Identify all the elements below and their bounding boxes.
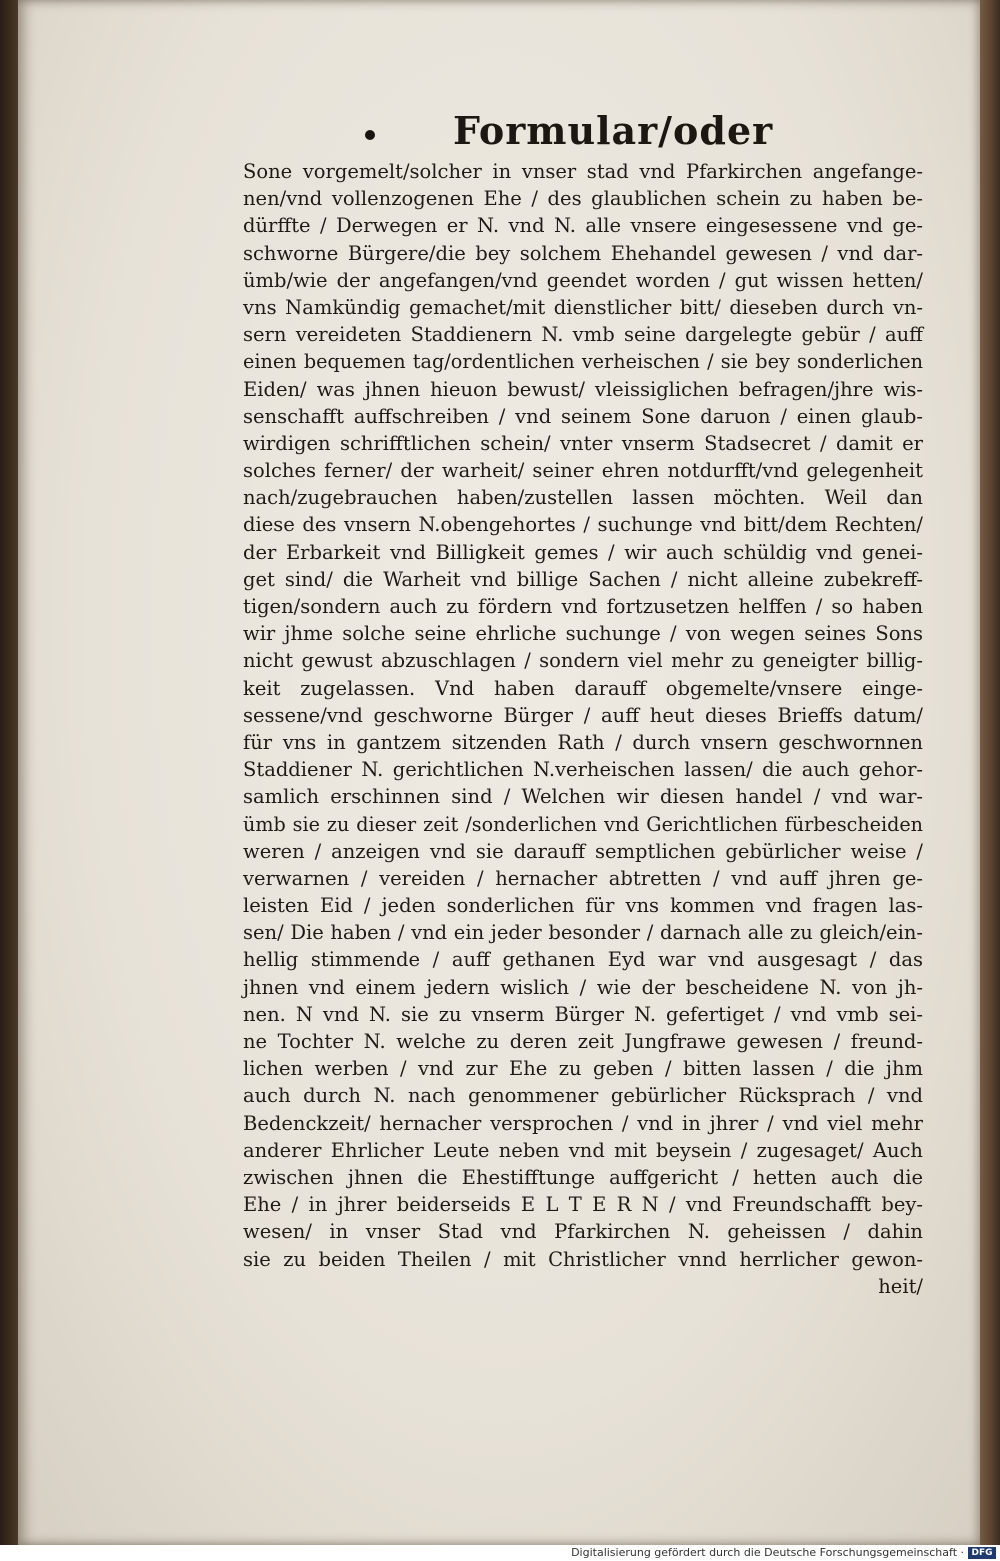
text-line: anderer Ehrlicher Leute neben vnd mit beysein / zugesaget/ Auch (243, 1138, 923, 1162)
text-line: wesen/ in vnser Stad vnd Pfarkirchen N. geheissen / dahin (243, 1220, 923, 1244)
text-line: leisten Eid / jeden sonderlichen für vns kommen vnd fragen las- (243, 894, 923, 918)
text-line: Staddiener N. gerichtlichen N.verheischen lassen/ die auch gehor- (243, 758, 923, 782)
text-line: keit zugelassen. Vnd haben darauff obgemelte/vnsere einge- (243, 676, 923, 700)
text-line: Ehe / in jhrer beiderseids E L T E R N / vnd Freundschafft bey- (243, 1193, 923, 1217)
text-line: diese des vnsern N.obengehortes / suchunge vnd bitt/dem Rechten/ (243, 513, 923, 537)
text-line: solches ferner/ der warheit/ seiner ehren notdurfft/vnd gelegenheit (243, 459, 923, 483)
body-text (243, 158, 923, 1300)
text-line: Eiden/ was jhnen hieuon bewust/ vleissiglichen befragen/jhre wis- (243, 377, 923, 401)
text-line: auch durch N. nach genommener gebürlicher Rücksprach / vnd (243, 1084, 923, 1108)
text-line: nen/vnd vollenzogenen Ehe / des glaublichen schein zu haben be- (243, 187, 923, 211)
text-line: nach/zugebrauchen haben/zustellen lassen möchten. Weil dan (243, 486, 923, 510)
running-title: Formular/oder (453, 108, 774, 153)
text-line: tigen/sondern auch zu fördern vnd fortzusetzen helffen / so haben (243, 595, 923, 618)
ornament-bullet (365, 130, 375, 140)
text-line: nicht gewust abzuschlagen / sondern viel mehr zu geneigter billig- (243, 649, 923, 673)
text-line: verwarnen / vereiden / hernacher abtretten / vnd auff jhren ge- (243, 866, 923, 890)
text-line: sen/ Die haben / vnd ein jeder besonder / darnach alle zu gleich/ein- (243, 921, 923, 945)
text-line: ne Tochter N. welche zu deren zeit Jungfrawe gewesen / freund- (243, 1030, 923, 1053)
page-stack-edge (978, 0, 1000, 1545)
text-line: sie zu beiden Theilen / mit Christlicher vnnd herrlicher gewon- (243, 1247, 923, 1271)
text-line: dürffte / Derwegen er N. vnd N. alle vnsere eingesessene vnd ge- (243, 214, 923, 238)
text-line: hellig stimmende / auff gethanen Eyd war vnd ausgesagt / das (243, 948, 923, 972)
catchword: heit/ (878, 1274, 923, 1298)
book-page (18, 0, 980, 1545)
text-line: lichen werben / vnd zur Ehe zu geben / bitten lassen / die jhm (243, 1057, 923, 1081)
text-line: wirdigen schrifftlichen schein/ vnter vnserm Stadsecret / damit er (243, 431, 923, 455)
text-line: weren / anzeigen vnd sie darauff semptlichen gebürlicher weise / (243, 839, 923, 863)
text-line: einen bequemen tag/ordentlichen verheischen / sie bey sonderlichen (243, 350, 923, 374)
text-line: nen. N vnd N. sie zu vnserm Bürger N. gefertiget / vnd vmb sei- (243, 1002, 923, 1026)
text-line: senschafft auffschreiben / vnd seinem Sone daruon / einen glaub- (243, 404, 923, 428)
text-line: vns Namkündig gemachet/mit dienstlicher bitt/ dieseben durch vn- (243, 295, 923, 319)
footer-credit: Digitalisierung gefördert durch die Deutsche Forschungsgemeinschaft · (571, 1546, 964, 1559)
text-line: sessene/vnd geschworne Bürger / auff heut dieses Brieffs datum/ (243, 703, 923, 727)
text-line: jhnen vnd einem jedern wislich / wie der bescheidene N. von jh- (243, 975, 923, 999)
text-line: schworne Bürgere/die bey solchem Ehehandel gewesen / vnd dar- (243, 241, 923, 265)
text-line: ümb sie zu dieser zeit /sonderlichen vnd Gerichtlichen fürbescheiden (243, 812, 923, 836)
text-line: samlich erschinnen sind / Welchen wir diesen handel / vnd war- (243, 785, 923, 809)
text-line: sern vereideten Staddienern N. vmb seine dargelegte gebür / auff (243, 323, 923, 347)
text-line: der Erbarkeit vnd Billigkeit gemes / wir auch schüldig vnd genei- (243, 540, 923, 564)
text-line: Bedenckzeit/ hernacher versprochen / vnd in jhrer / vnd viel mehr (243, 1111, 923, 1135)
digitization-footer (0, 1545, 1000, 1561)
text-line: zwischen jhnen die Ehestifftunge auffgericht / hetten auch die (243, 1165, 923, 1189)
text-line: get sind/ die Warheit vnd billige Sachen / nicht alleine zubekreff- (243, 567, 923, 591)
text-line: Sone vorgemelt/solcher in vnser stad vnd Pfarkirchen angefange- (243, 160, 923, 183)
text-line: wir jhme solche seine ehrliche suchunge / von wegen seines Sons (243, 622, 923, 646)
book-binding-edge (0, 0, 20, 1561)
dfg-logo: DFG (968, 1547, 996, 1559)
text-line: ümb/wie der angefangen/vnd geendet worden / gut wissen hetten/ (243, 268, 923, 292)
text-line: für vns in gantzem sitzenden Rath / durch vnsern geschwornnen (243, 730, 923, 754)
